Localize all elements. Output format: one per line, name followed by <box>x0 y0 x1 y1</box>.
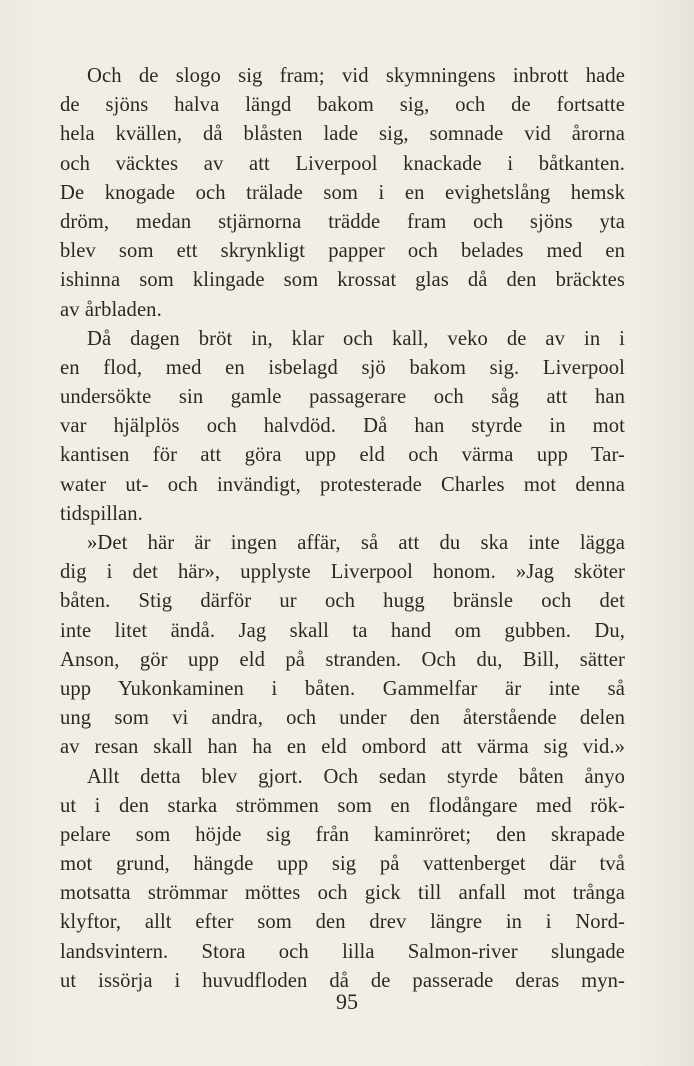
text-line: »Det här är ingen affär, så att du ska inte lägga <box>87 532 625 554</box>
text-line: av årbladen. <box>60 298 162 321</box>
text-line: dröm, medan stjärnorna trädde fram och sjöns yta <box>60 210 625 233</box>
text-line: var hjälplös och halvdöd. Då han styrde in mot <box>60 415 625 438</box>
text-line: Allt detta blev gjort. Och sedan styrde båten ånyo <box>87 765 625 788</box>
text-line: Och de slogo sig fram; vid skymningens inbrott hade <box>87 65 625 87</box>
text-line: Anson, gör upp eld på stranden. Och du, Bill, sätter <box>60 648 625 671</box>
text-line: undersökte sin gamle passagerare och såg att han <box>60 386 625 409</box>
text-line: ung som vi andra, och under den återstående delen <box>60 707 625 730</box>
text-line: kantisen för att göra upp eld och värma upp Tar- <box>60 444 625 467</box>
body-text <box>60 62 625 996</box>
text-line: ishinna som klingade som krossat glas då den bräcktes <box>60 269 625 292</box>
text-line: inte litet ändå. Jag skall ta hand om gubben. Du, <box>60 619 625 642</box>
text-line: De knogade och trälade som i en evighetslång hemsk <box>60 181 625 204</box>
text-line: tidspillan. <box>60 502 143 525</box>
text-line: water ut- och invändigt, protesterade Charles mot denna <box>60 473 625 496</box>
text-line: blev som ett skrynkligt papper och belades med en <box>60 240 625 263</box>
text-line: båten. Stig därför ur och hugg bränsle och det <box>60 590 625 613</box>
text-line: av resan skall han ha en eld ombord att värma sig vid.» <box>60 736 625 759</box>
text-line: hela kvällen, då blåsten lade sig, somnade vid årorna <box>60 123 625 146</box>
text-line: ut issörja i huvudfloden då de passerade deras myn- <box>60 969 625 992</box>
text-line: klyftor, allt efter som den drev längre in i Nord- <box>60 911 625 934</box>
text-line: dig i det här», upplyste Liverpool honom. »Jag sköter <box>60 561 625 584</box>
text-line: upp Yukonkaminen i båten. Gammelfar är inte så <box>60 677 625 700</box>
text-line: pelare som höjde sig från kaminröret; den skrapade <box>60 823 625 846</box>
text-line: ut i den starka strömmen som en flodångare med rök- <box>60 794 625 817</box>
text-line: Då dagen bröt in, klar och kall, veko de av in i <box>87 327 625 350</box>
text-line: en flod, med en isbelagd sjö bakom sig. Liverpool <box>60 356 625 379</box>
text-line: mot grund, hängde upp sig på vattenberget där två <box>60 853 625 876</box>
text-line: motsatta strömmar möttes och gick till anfall mot trånga <box>60 882 625 905</box>
text-line: och väcktes av att Liverpool knackade i båtkanten. <box>60 152 625 175</box>
text-line: landsvintern. Stora och lilla Salmon-river slungade <box>60 940 625 963</box>
text-line: de sjöns halva längd bakom sig, och de fortsatte <box>60 94 625 117</box>
page-number: 95 <box>336 989 358 1014</box>
